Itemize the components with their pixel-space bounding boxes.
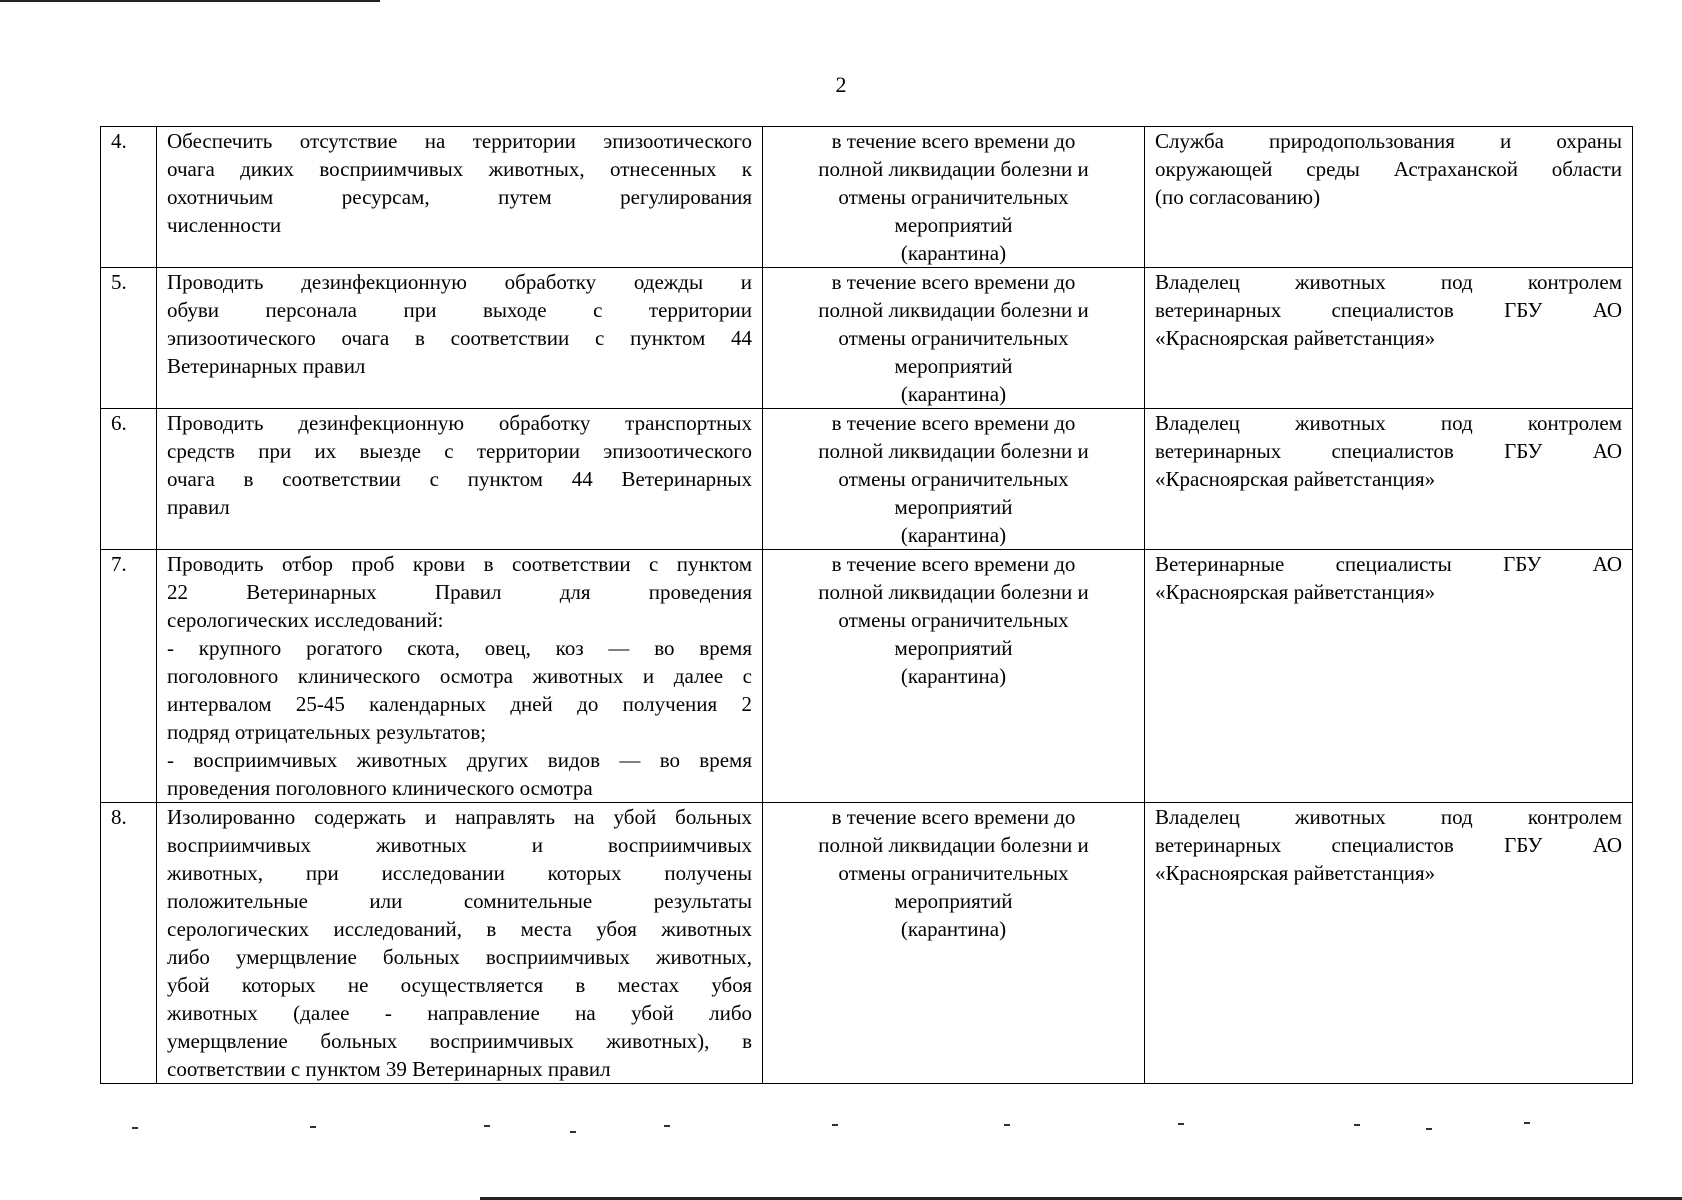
term-line: отмены ограничительных: [838, 185, 1069, 209]
term-line: (карантина): [900, 523, 1007, 547]
term-line: (карантина): [900, 664, 1007, 688]
measure-line: проведения поголовного клинического осмотра: [167, 776, 593, 800]
measure-line: Изолированно содержать и направлять на убой больных: [167, 805, 752, 829]
table-row: [101, 127, 1633, 268]
term-line: в течение всего времени до: [831, 270, 1076, 294]
responsible-line: «Красноярская райветстанция»: [1155, 580, 1436, 604]
term-line: отмены ограничительных: [838, 608, 1069, 632]
measure-line: либо умерщвление больных восприимчивых животных,: [167, 945, 752, 969]
measure-line: правил: [167, 495, 230, 519]
table-row: [101, 409, 1633, 550]
measure-cell: [157, 550, 763, 803]
term-cell: [763, 550, 1145, 803]
term-cell: [763, 127, 1145, 268]
term-line: мероприятий: [894, 889, 1013, 913]
measure-line: очага диких восприимчивых животных, отнесенных к: [167, 157, 752, 181]
measure-line: средств при их выезде с территории эпизоотического: [167, 439, 752, 463]
scan-speck: [1524, 1122, 1530, 1124]
responsible-cell: [1145, 127, 1633, 268]
measure-line: - крупного рогатого скота, овец, коз — во время: [167, 636, 752, 660]
row-number: 6.: [101, 409, 157, 550]
measure-line: - восприимчивых животных других видов — во время: [167, 748, 752, 772]
responsible-line: ветеринарных специалистов ГБУ АО: [1155, 833, 1622, 857]
scan-speck: [484, 1125, 490, 1127]
term-line: отмены ограничительных: [838, 326, 1069, 350]
term-line: полной ликвидации болезни и: [818, 298, 1089, 322]
responsible-cell: [1145, 268, 1633, 409]
scan-top-rule: [0, 0, 380, 2]
measure-line: Проводить дезинфекционную обработку транспортных: [167, 411, 752, 435]
responsible-line: окружающей среды Астраханской области: [1155, 157, 1622, 181]
measure-line: серологических исследований:: [167, 608, 444, 632]
measure-line: убой которых не осуществляется в местах убоя: [167, 973, 752, 997]
measure-line: Проводить отбор проб крови в соответствии с пунктом: [167, 552, 752, 576]
term-cell: [763, 803, 1145, 1084]
term-line: в течение всего времени до: [831, 552, 1076, 576]
term-line: полной ликвидации болезни и: [818, 833, 1089, 857]
measure-line: очага в соответствии с пунктом 44 Ветеринарных: [167, 467, 752, 491]
measure-cell: [157, 803, 763, 1084]
scan-speck: [1354, 1124, 1360, 1126]
scan-speck: [1004, 1124, 1010, 1126]
term-cell: [763, 409, 1145, 550]
term-line: в течение всего времени до: [831, 129, 1076, 153]
term-line: в течение всего времени до: [831, 805, 1076, 829]
measure-line: серологических исследований, в места убоя животных: [167, 917, 752, 941]
term-line: (карантина): [900, 382, 1007, 406]
measure-line: обуви персонала при выходе с территории: [167, 298, 752, 322]
term-line: мероприятий: [894, 636, 1013, 660]
table-row: [101, 550, 1633, 803]
term-line: полной ликвидации болезни и: [818, 439, 1089, 463]
row-number: 5.: [101, 268, 157, 409]
responsible-line: Владелец животных под контролем: [1155, 805, 1622, 829]
term-line: (карантина): [900, 241, 1007, 265]
term-line: отмены ограничительных: [838, 467, 1069, 491]
term-line: мероприятий: [894, 213, 1013, 237]
term-line: полной ликвидации болезни и: [818, 580, 1089, 604]
term-line: (карантина): [900, 917, 1007, 941]
table-row: [101, 268, 1633, 409]
scan-speck: [310, 1126, 316, 1128]
scan-speck: [570, 1131, 576, 1133]
term-line: мероприятий: [894, 495, 1013, 519]
responsible-cell: [1145, 409, 1633, 550]
measure-line: подряд отрицательных результатов;: [167, 720, 487, 744]
table-row: [101, 803, 1633, 1084]
row-number: 7.: [101, 550, 157, 803]
measures-table: [100, 126, 1633, 1084]
term-line: полной ликвидации болезни и: [818, 157, 1089, 181]
measure-line: Проводить дезинфекционную обработку одежды и: [167, 270, 752, 294]
measure-line: численности: [167, 213, 282, 237]
measure-line: 22 Ветеринарных Правил для проведения: [167, 580, 752, 604]
scan-speck: [132, 1127, 138, 1129]
measure-line: интервалом 25-45 календарных дней до получения 2: [167, 692, 752, 716]
measure-line: охотничьим ресурсам, путем регулирования: [167, 185, 752, 209]
measure-line: поголовного клинического осмотра животных и далее с: [167, 664, 752, 688]
measure-cell: [157, 127, 763, 268]
page-number: 2: [835, 72, 847, 97]
measure-line: животных (далее - направление на убой либо: [167, 1001, 752, 1025]
term-cell: [763, 268, 1145, 409]
measure-line: Обеспечить отсутствие на территории эпизоотического: [167, 129, 752, 153]
responsible-line: «Красноярская райветстанция»: [1155, 861, 1436, 885]
scan-speck: [1426, 1128, 1432, 1130]
term-line: отмены ограничительных: [838, 861, 1069, 885]
responsible-line: Владелец животных под контролем: [1155, 411, 1622, 435]
measure-cell: [157, 268, 763, 409]
responsible-line: ветеринарных специалистов ГБУ АО: [1155, 439, 1622, 463]
measure-line: эпизоотического очага в соответствии с пунктом 44: [167, 326, 752, 350]
responsible-cell: [1145, 803, 1633, 1084]
responsible-cell: [1145, 550, 1633, 803]
scan-speck: [664, 1125, 670, 1127]
responsible-line: Ветеринарные специалисты ГБУ АО: [1155, 552, 1622, 576]
row-number: 8.: [101, 803, 157, 1084]
measure-line: животных, при исследовании которых получены: [167, 861, 752, 885]
measure-line: соответствии с пунктом 39 Ветеринарных правил: [167, 1057, 611, 1081]
responsible-line: Служба природопользования и охраны: [1155, 129, 1622, 153]
responsible-line: (по согласованию): [1155, 185, 1321, 209]
scan-speck: [1178, 1123, 1184, 1125]
scan-speck: [832, 1124, 838, 1126]
responsible-line: «Красноярская райветстанция»: [1155, 467, 1436, 491]
responsible-line: Владелец животных под контролем: [1155, 270, 1622, 294]
term-line: мероприятий: [894, 354, 1013, 378]
measure-line: умерщвление больных восприимчивых животных), в: [167, 1029, 752, 1053]
measure-cell: [157, 409, 763, 550]
measure-line: положительные или сомнительные результаты: [167, 889, 752, 913]
measure-line: восприимчивых животных и восприимчивых: [167, 833, 752, 857]
measure-line: Ветеринарных правил: [167, 354, 366, 378]
responsible-line: «Красноярская райветстанция»: [1155, 326, 1436, 350]
row-number: 4.: [101, 127, 157, 268]
term-line: в течение всего времени до: [831, 411, 1076, 435]
responsible-line: ветеринарных специалистов ГБУ АО: [1155, 298, 1622, 322]
